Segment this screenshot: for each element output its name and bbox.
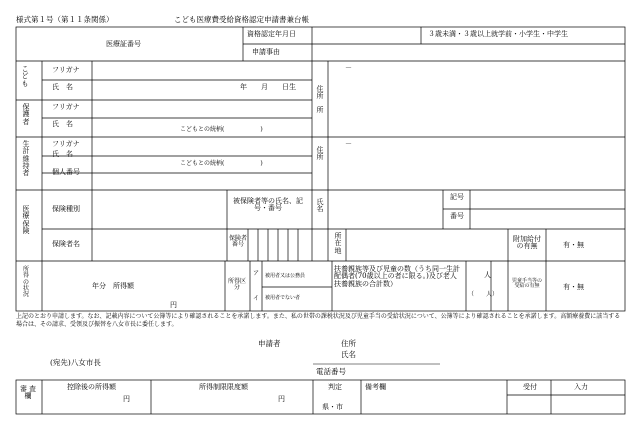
prefecture-city-label: 県・市	[322, 403, 343, 411]
reason-label: 申請事由	[252, 48, 280, 56]
year-income-label: 年分 所得額	[92, 282, 134, 290]
medical-cert-number-label: 医療証番号	[106, 40, 141, 48]
guardian-relation-label: こどもとの続柄( )	[180, 126, 263, 133]
income-section-label: 所得の状況	[22, 266, 29, 299]
child-allowance-label: 児童手当等の受給の有無	[511, 278, 542, 290]
dependents-paren-persons: （ 人）	[468, 291, 499, 298]
received-label: 受付	[523, 383, 537, 391]
addressee: (宛先)八女市長	[50, 358, 101, 367]
maintainer-section-label: 生計維持者	[22, 140, 30, 178]
child-allowance-yes-no[interactable]: 有・無	[563, 283, 584, 291]
child-name-label: 氏 名	[52, 83, 73, 91]
location-label: 所在地	[334, 232, 342, 255]
additional-benefit-yes-no[interactable]: 有・無	[563, 241, 584, 249]
applicant-address-label: 住所	[341, 339, 356, 348]
insurer-name-label: 保険者名	[52, 240, 80, 248]
age-category-label: ３歳未満・３歳以上就学前・小学生・中学生	[428, 30, 568, 38]
consent-text: 上記のとおり申請します。なお、記載内容について公簿等により確認されることを承諾します。また、私の世帯の課税状況及び児童手当の受給状況について、公簿等により確認されることを承諾します。高額療養費に該当する場合は、その請求、受領及び振替を八女市長に委任します。	[16, 313, 621, 329]
insurance-section-label: 医療保険	[22, 205, 30, 236]
maintainer-postal-dash: －	[345, 140, 352, 148]
additional-benefit-label: 附加給付の有無	[513, 235, 541, 251]
category-i: イ	[253, 295, 260, 302]
income-yen: 円	[170, 301, 177, 309]
after-deduction-yen: 円	[123, 395, 130, 403]
category-i-text: 被用者でない者	[265, 295, 301, 301]
income-limit-yen: 円	[278, 395, 285, 403]
form-number: 様式第１号（第１１条関係）	[16, 15, 114, 24]
maintainer-name-label: 氏 名	[52, 150, 73, 158]
category-a: ア	[253, 270, 260, 277]
cert-date-label: 資格認定年月日	[247, 30, 296, 38]
personal-number-label: 個人番号	[52, 168, 80, 176]
dependents-label: 扶養親族等及び児童の数（うち同一生計配偶者(70歳以上の者に限る。)及び老人扶養親族の合計数）	[334, 265, 460, 288]
applicant-label: 申請者	[258, 339, 281, 348]
guardian-name-label: 氏 名	[52, 120, 73, 128]
income-limit-label: 所得制限限度額	[199, 383, 248, 391]
child-furigana-label: フリガナ	[52, 66, 80, 74]
symbol-label: 記号	[450, 193, 464, 201]
insured-person-label: 被保険者等の氏名、記号・番号	[233, 197, 303, 213]
after-deduction-label: 控除後の所得額	[67, 383, 116, 391]
child-address-label: 住所	[316, 85, 324, 101]
judgment-label: 判定	[328, 383, 342, 391]
insurance-type-label: 保険種別	[52, 205, 80, 213]
phone-label: 電話番号	[316, 367, 346, 376]
form-title: こども医療費受給資格認定申請書兼台帳	[174, 15, 309, 24]
input-label: 入力	[574, 383, 588, 391]
guardian-furigana-label: フリガナ	[52, 103, 80, 111]
number-label: 番号	[450, 212, 464, 220]
maintainer-relation-label: こどもとの続柄( )	[180, 160, 263, 167]
income-category-label: 所得区分	[227, 278, 246, 292]
maintainer-address-label: 住所	[316, 146, 324, 162]
insurer-number-label: 保険者番号	[229, 235, 248, 249]
guardian-address-label: 所	[316, 106, 324, 114]
dependents-persons: 人	[484, 271, 491, 279]
insured-name-label: 氏名	[316, 198, 324, 214]
review-section-label: 審査欄	[20, 385, 38, 401]
child-section-label: こども	[21, 65, 29, 88]
maintainer-furigana-label: フリガナ	[52, 140, 80, 148]
applicant-name-label: 氏名	[341, 350, 356, 359]
child-birthdate-label: 年 月 日生	[240, 83, 296, 91]
category-a-text: 被用者又は公務員	[265, 273, 306, 279]
child-postal-dash: －	[345, 64, 352, 72]
remarks-label: 備考欄	[365, 383, 386, 391]
guardian-section-label: 保護者	[22, 103, 30, 126]
